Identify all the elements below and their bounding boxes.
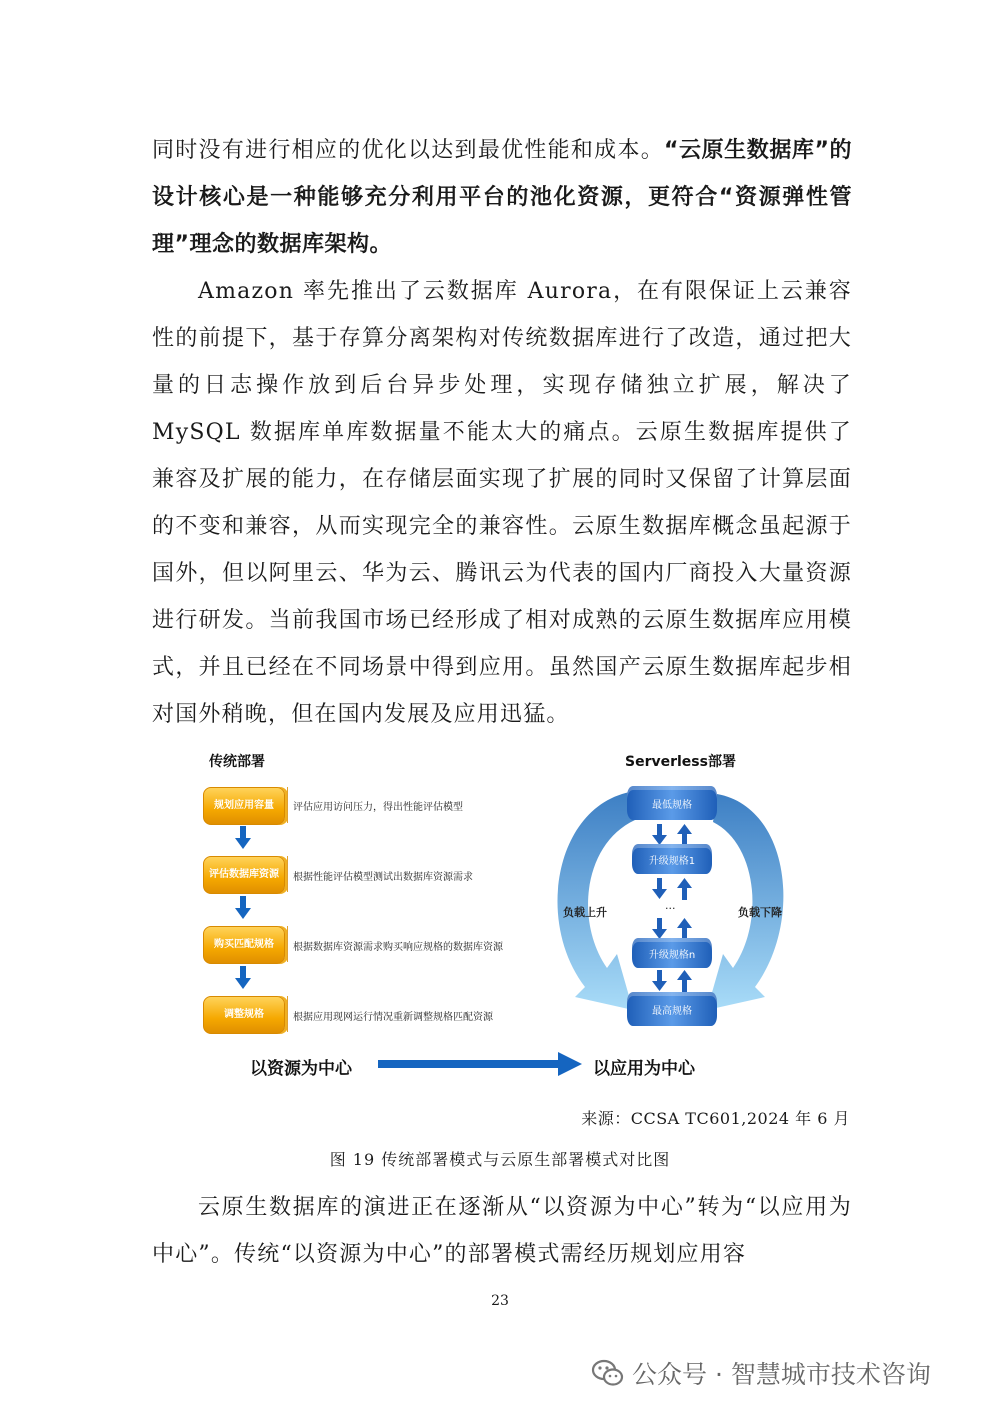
resource-centric-label: 以资源为中心	[250, 1059, 352, 1079]
step-adjust-spec: 调整规格	[203, 996, 285, 1034]
ellipsis: ···	[665, 902, 676, 915]
figure-caption: 图 19 传统部署模式与云原生部署模式对比图	[329, 1150, 671, 1169]
page-number: 23	[491, 1293, 509, 1309]
figure-source: 来源：CCSA TC601,2024 年 6 月	[581, 1109, 850, 1128]
step-evaluate-resources-desc: 根据性能评估模型测试出数据库资源需求	[293, 872, 473, 883]
up-down-arrows-icon	[650, 970, 694, 992]
step-divider	[287, 926, 288, 962]
paragraph-1	[152, 127, 852, 268]
paragraph-3: 云原生数据库的演进正在逐渐从“以资源为中心”转为“以应用为中心”。传统“以资源为中心”的部署模式需经历规划应用容	[152, 1195, 852, 1267]
step-divider	[287, 856, 288, 892]
step-purchase-spec: 购买匹配规格	[203, 926, 285, 964]
right-arrow-icon	[378, 1051, 583, 1077]
step-divider	[287, 996, 288, 1032]
application-centric-label: 以应用为中心	[593, 1059, 695, 1079]
step-adjust-spec-desc: 根据应用现网运行情况重新调整规格匹配资源	[293, 1012, 493, 1023]
watermark	[590, 1355, 931, 1391]
up-down-arrows-icon	[650, 918, 694, 940]
max-spec-node: 最高规格	[627, 992, 717, 1026]
load-down-label: 负载下降	[738, 906, 782, 919]
down-arrow-icon	[233, 896, 253, 920]
down-arrow-icon	[233, 966, 253, 990]
step-plan-capacity: 规划应用容量	[203, 787, 285, 825]
watermark-text: 公众号 · 智慧城市技术咨询	[632, 1360, 931, 1389]
upgrade-spec-n-node: 升级规格n	[632, 938, 712, 968]
upgrade-spec-1-node: 升级规格1	[632, 844, 712, 874]
paragraph-2: Amazon 率先推出了云数据库 Aurora，在有限保证上云兼容性的前提下，基于存算分离架构对传统数据库进行了改造，通过把大量的日志操作放到后台异步处理，实现存储独立扩展，解决了 MySQL 数据库单库数据量不能太大的痛点。云原生数据库提供了兼容及扩展的能力，在存储层面实现了扩展的同时又保留了计算层面的不变和兼容，从而实现完全的兼容性。云原生数据库概念虽起源于国外，但以阿里云、华为云、腾讯云为代表的国内厂商投入大量资源进行研发。当前我国市场已经形成了相对成熟的云原生数据库应用模式，并且已经在不同场景中得到应用。虽然国产云原生数据库起步相对国外稍晚，但在国内发展及应用迅猛。	[152, 279, 852, 727]
wechat-icon	[590, 1355, 626, 1391]
up-down-arrows-icon	[650, 824, 694, 846]
serverless-deployment-title: Serverless部署	[625, 754, 736, 770]
deployment-comparison-figure	[195, 742, 795, 1087]
step-divider	[287, 787, 288, 823]
step-evaluate-resources: 评估数据库资源	[203, 856, 285, 894]
paragraph-1-bold: “云原生数据库”的设计核心是一种能够充分利用平台的池化资源，更符合“资源弹性管理”理念的数据库架构。	[152, 138, 852, 257]
paragraph-1-normal: 同时没有进行相应的优化以达到最优性能和成本。	[152, 138, 664, 163]
step-purchase-spec-desc: 根据数据库资源需求购买响应规格的数据库资源	[293, 942, 503, 953]
traditional-deployment-title: 传统部署	[209, 754, 265, 770]
up-down-arrows-icon	[650, 878, 694, 900]
load-up-label: 负载上升	[563, 906, 607, 919]
step-plan-capacity-desc: 评估应用访问压力，得出性能评估模型	[293, 802, 463, 813]
down-arrow-icon	[233, 826, 253, 850]
min-spec-node: 最低规格	[627, 786, 717, 820]
